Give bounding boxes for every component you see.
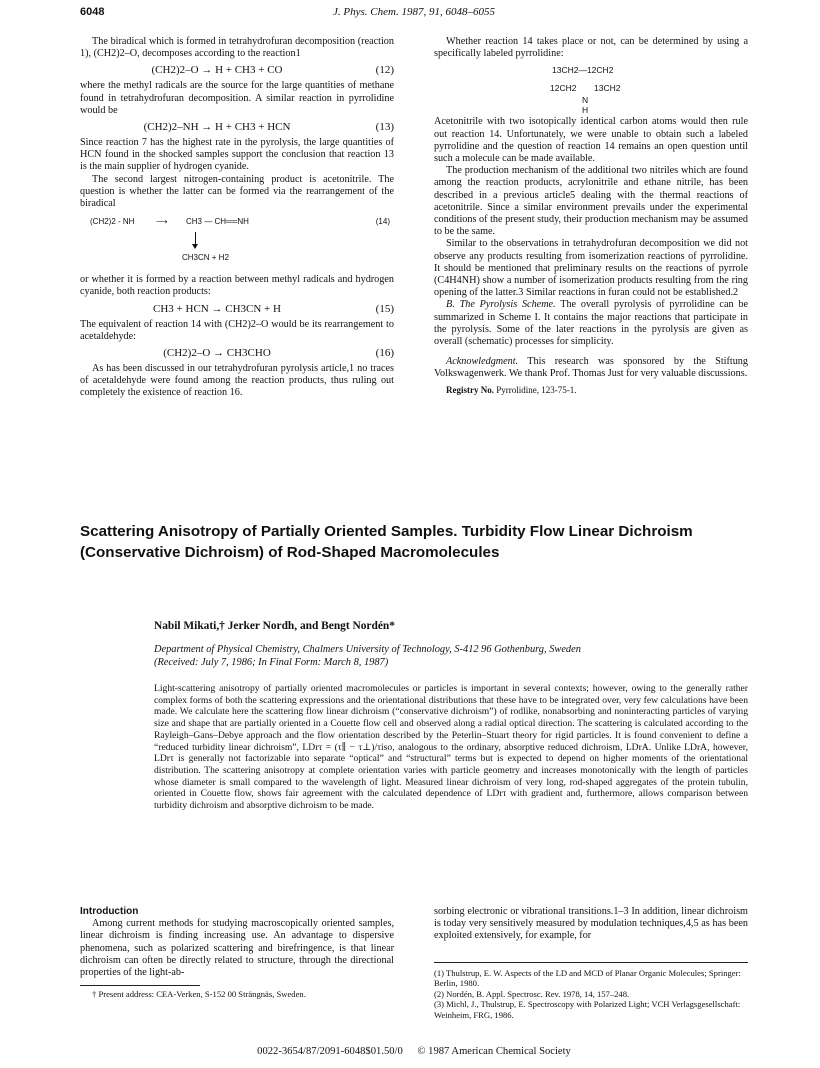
right-column	[434, 36, 748, 396]
authors: Nabil Mikati,† Jerker Nordh, and Bengt Nordén*	[154, 620, 395, 632]
equation-16: (CH2)2–O → CH3CHO (16)	[163, 346, 394, 359]
reaction-arrow-down	[80, 230, 394, 252]
reference: (3) Michl, J., Thulstrup, E. Spectroscopy with Polarized Light; VCH Verlagsgesellschaft: Weinheim, FRG, 1986.	[434, 999, 741, 1020]
paragraph: The production mechanism of the additional two nitriles which are found among the reaction products, acrylonitrile and ethane nitrile, has been described in a previous article5 dealing with the thermal reactions of acetonitrile. Since a similar environment prevails under the experimental conditions of the present study, their production mechanism may be assumed to be the same.	[434, 165, 748, 238]
abstract: Light-scattering anisotropy of partially oriented macromolecules or particles is important in several contexts; however, owing to the generally rather complex forms of both the scattering expressions and the orientational distributions that these have to be integrated over, very few calculations have been made. We calculate here the scattering flow linear dichroism (“conservative dichroism”) of rodlike, nonabsorbing and noninteracting particles of varying size and shape that are partially oriented in a Couette flow cell and observed along a radial optical direction. The scattering is calculated according to the Rayleigh–Gans–Debye approach and the flow orientation described by the Peterlin–Stuart theory for rigid particles. It is found convenient to define a “reduced turbidity linear dichroism”, LDrτ = (τ∥ − τ⊥)/τiso, analogous to the ordinary, absorptive reduced dichroism, LDrA. Unlike LDrA, however, LDrτ is generally not factorizable into separate “optical” and “structural” terms but is expected to depend on higher moments of the orientational distribution. The scattering anisotropy at complete orientation varies with particle geometry and increases monotonically with the length of particles whose diameter is small compared to the wavelength of light. Measured linear dichroism of very long, rod-shaped aggregates of the protein tubulin, oriented in Couette flow, shows fair agreement with the calculated dependence of LDrτ with gradient and, furthermore, allows comparison between turbidity dichroism and absorptive dichroism to be made.	[154, 683, 748, 812]
equation-13: (CH2)2–NH → H + CH3 + HCN (13)	[143, 120, 394, 133]
paragraph: B. The Pyrolysis Scheme. The overall pyrolysis of pyrrolidine can be summarized in Scheme I. It contains the major reactions that participate in the pyrolysis. Some of the later reactions in the pyrolysis are given as overall (schematic) processes for simplicity.	[434, 299, 748, 348]
paragraph: The equivalent of reaction 14 with (CH2)2–O would be its rearrangement to acetaldehyde:	[80, 318, 394, 342]
intro-left-column	[80, 906, 394, 1000]
reaction-14: (CH2)2 - NH ⟶ CH3 — CH══NH (14)	[90, 217, 390, 227]
intro-right-column	[434, 906, 748, 943]
acknowledgment: Acknowledgment. This research was sponsored by the Stiftung Volkswagenwerk. We thank Prof. Thomas Just for very valuable discussions.	[434, 356, 748, 380]
section-heading: Introduction	[80, 906, 139, 917]
paragraph: Among current methods for studying macroscopically oriented samples, linear dichroism is finding increasing use. An advantage to dispersive phenomena, such as polarized scattering and birefringence, is that linear dichroism can often be directly related to structure, through the directional properties of the light-ab-	[80, 918, 394, 979]
paragraph: Acetonitrile with two isotopically identical carbon atoms would then rule out reaction 14. Unfortunately, we were unable to obtain such a labeled pyrrolidine and the question of reaction 14 remains an open question until such a molecule can be made available.	[434, 116, 748, 165]
copyright: © 1987 American Chemical Society	[417, 1046, 571, 1057]
page-number: 6048	[80, 6, 105, 18]
paragraph: Whether reaction 14 takes place or not, can be determined by using a specifically labeled pyrrolidine:	[434, 36, 748, 60]
paragraph: where the methyl radicals are the source for the large quantities of methane found in tetrahydrofuran decomposition. A similar reaction in pyrrolidine would be	[80, 80, 394, 116]
equation-12: (CH2)2–O → H + CH3 + CO (12)	[151, 64, 394, 77]
article-code: 0022-3654/87/2091-6048$01.50/0	[257, 1046, 403, 1057]
left-column	[80, 36, 394, 400]
running-header	[80, 6, 748, 22]
reference: (2) Nordén, B. Appl. Spectrosc. Rev. 1978, 14, 157–248.	[434, 988, 630, 999]
references	[434, 962, 748, 1020]
page-footer	[80, 1046, 748, 1057]
reaction-14-product: CH3CN + H2	[182, 253, 229, 263]
reference: (1) Thulstrup, E. W. Aspects of the LD and MCD of Planar Organic Molecules; Springer: Berlin, 1980.	[434, 968, 741, 989]
registry: Registry No. Pyrrolidine, 123-75-1.	[446, 384, 577, 395]
paragraph: or whether it is formed by a reaction between methyl radicals and hydrogen cyanide, both reaction products:	[80, 274, 394, 298]
equation-15: CH3 + HCN → CH3CN + H (15)	[153, 302, 394, 315]
paragraph: sorbing electronic or vibrational transitions.1–3 In addition, linear dichroism is today very sensitively measured by modulation techniques,4,5 as has been exploited extensively, for example, for	[434, 906, 748, 942]
paragraph: The second largest nitrogen-containing product is acetonitrile. The question is whether the latter can be formed via the rearrangement of the biradical	[80, 173, 394, 210]
paragraph: Similar to the observations in tetrahydrofuran decomposition we did not observe any products resulting from isomerization reactions of pyrrolidine. It should be mentioned that preliminary results on the reactions of pyrrole (C4H4NH) show a number of isomerization products resulting from the ring opening of the latter.3 Similar reactions in furan could not be established.2	[434, 238, 748, 299]
affiliation: Department of Physical Chemistry, Chalmers University of Technology, S-412 96 Gothenburg, Sweden (Received: July 7, 1986; In Final Form: March 8, 1987)	[154, 644, 581, 668]
footnote: † Present address: CEA-Verken, S-152 00 Strängnäs, Sweden.	[92, 989, 306, 1000]
paragraph: Since reaction 7 has the highest rate in the pyrolysis, the large quantities of HCN found in the shocked samples support the conclusion that reaction 13 is the main supplier of hydrogen cyanide.	[80, 137, 394, 173]
article-title: Scattering Anisotropy of Partially Oriented Samples. Turbidity Flow Linear Dichroism (Conservative Dichroism) of Rod-Shaped Macromolecules	[80, 523, 693, 561]
labeled-pyrrolidine-structure: 13CH2—12CH2 12CH2 13CH2 N H	[550, 65, 621, 116]
journal-citation: J. Phys. Chem. 1987, 91, 6048–6055	[333, 6, 495, 18]
paragraph: As has been discussed in our tetrahydrofuran pyrolysis article,1 no traces of acetaldehyde were found among the reaction products, thus ruling out completely the existence of reaction 16.	[80, 363, 394, 399]
paragraph: The biradical which is formed in tetrahydrofuran decomposition (reaction 1), (CH2)2–O, decomposes according to the reaction1	[80, 36, 394, 60]
